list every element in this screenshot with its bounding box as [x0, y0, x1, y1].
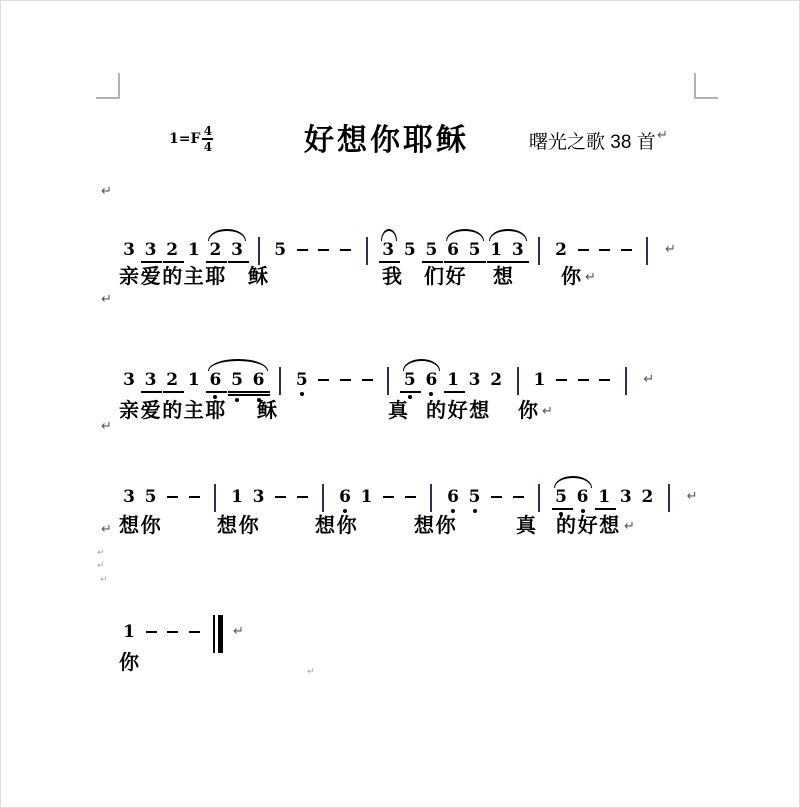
- note-digit: 5: [425, 240, 438, 260]
- note-digit: 2: [209, 240, 222, 260]
- beam-underline: [422, 261, 443, 263]
- final-barline: [218, 615, 223, 653]
- note-digit: 1: [490, 240, 503, 260]
- beam-underline: [552, 508, 573, 510]
- paragraph-return-mark: ↵: [100, 575, 108, 585]
- lyric-text: 亲爱的主耶: [119, 400, 227, 422]
- note-digit: 5: [468, 240, 481, 260]
- note-digit: 2: [166, 240, 179, 260]
- barline: [538, 484, 540, 512]
- note-digit: 3: [231, 240, 243, 260]
- beam-underline: [444, 391, 465, 393]
- song-title: 好想你耶稣: [304, 124, 469, 157]
- lyric-text: 想你: [315, 515, 359, 537]
- time-signature-numerator: 4: [203, 124, 213, 138]
- lyric-text: 想: [493, 266, 515, 288]
- paragraph-return-mark: ↵: [585, 270, 596, 285]
- duration-dash: [491, 496, 502, 498]
- duration-dash: [340, 379, 351, 381]
- lyric-text: 你: [518, 400, 540, 422]
- barline: [646, 237, 648, 265]
- note-digit: 3: [123, 370, 135, 390]
- barline: [517, 367, 519, 395]
- lyric-text: 亲爱的主耶: [119, 266, 227, 288]
- duration-dash: [556, 379, 567, 381]
- beam-underline: [206, 391, 227, 393]
- slur-arc: [446, 229, 484, 241]
- lyric-text: 想你: [414, 515, 458, 537]
- barline: [387, 367, 389, 395]
- beam-underline: [249, 391, 270, 393]
- beam-underline: [228, 261, 249, 263]
- note-digit: 3: [252, 487, 265, 507]
- margin-corner-mark-top-left: [96, 97, 120, 99]
- lyric-text: 你: [561, 266, 583, 288]
- margin-corner-mark-top-right: [694, 73, 696, 99]
- note-digit: 6: [252, 370, 265, 390]
- paragraph-return-mark: ↵: [686, 489, 698, 504]
- slur-arc: [208, 229, 246, 241]
- beam-underline: [141, 261, 162, 263]
- beam-underline: [508, 261, 529, 263]
- octave-dot: [429, 392, 433, 396]
- octave-dot: [343, 509, 347, 513]
- octave-dot: [581, 509, 585, 513]
- duration-dash: [362, 379, 373, 381]
- barline: [366, 237, 368, 265]
- note-digit: 6: [209, 370, 222, 390]
- slur-arc: [554, 476, 592, 488]
- note-digit: 1: [187, 240, 200, 260]
- beam-underline: [400, 391, 421, 393]
- beam-underline: [141, 391, 162, 393]
- duration-dash: [167, 496, 178, 498]
- octave-dot: [451, 509, 455, 513]
- key-signature: [169, 125, 213, 153]
- duration-dash: [340, 249, 351, 251]
- margin-corner-mark-top-right: [694, 97, 718, 99]
- note-digit: 3: [619, 487, 632, 507]
- duration-dash: [621, 249, 632, 251]
- paragraph-return-mark: ↵: [233, 624, 244, 639]
- lyric-line: [1, 399, 800, 425]
- lyric-line: [1, 265, 800, 291]
- duration-dash: [318, 379, 329, 381]
- beam-underline: [487, 261, 508, 263]
- note-digit: 6: [339, 487, 351, 507]
- paragraph-return-mark: ↵: [624, 519, 635, 534]
- songbook-reference: 曙光之歌 38 首: [529, 132, 656, 153]
- slur-arc: [489, 229, 527, 241]
- note-digit: 5: [555, 487, 567, 507]
- beam-underline: [595, 508, 616, 510]
- time-signature: [202, 125, 213, 153]
- beam-underline: [228, 394, 249, 396]
- note-digit: 2: [490, 370, 503, 390]
- lyric-text: 真: [388, 400, 410, 422]
- duration-dash: [297, 496, 308, 498]
- note-digit: 5: [403, 240, 416, 260]
- duration-dash: [513, 496, 524, 498]
- lyric-line: [1, 651, 800, 677]
- paragraph-return-mark: ↵: [101, 419, 112, 434]
- note-digit: 6: [447, 240, 459, 260]
- barline: [430, 484, 432, 512]
- duration-dash: [599, 249, 610, 251]
- note-digit: 5: [231, 370, 243, 390]
- slur-arc: [381, 229, 397, 241]
- paragraph-return-mark: ↵: [665, 242, 676, 257]
- note-digit: 3: [511, 240, 524, 260]
- note-digit: 1: [447, 370, 459, 390]
- lyric-text: 我: [382, 266, 404, 288]
- barline: [668, 484, 670, 512]
- duration-dash: [599, 379, 610, 381]
- note-digit: 3: [144, 370, 157, 390]
- paragraph-return-mark: ↵: [101, 522, 112, 537]
- final-barline: [213, 615, 215, 653]
- beam-underline: [444, 261, 465, 263]
- note-digit: 1: [533, 370, 546, 390]
- beam-underline: [163, 261, 184, 263]
- note-digit: 6: [447, 487, 459, 507]
- beam-underline: [228, 391, 249, 393]
- note-digit: 6: [576, 487, 589, 507]
- barline: [538, 237, 540, 265]
- paragraph-return-mark: ↵: [101, 292, 112, 307]
- duration-dash: [578, 249, 589, 251]
- lyric-line: [1, 514, 800, 540]
- lyric-text: 稣: [257, 400, 279, 422]
- duration-dash: [383, 496, 394, 498]
- note-digit: 3: [144, 240, 157, 260]
- note-digit: 3: [123, 240, 135, 260]
- beam-underline: [379, 261, 400, 263]
- note-digit: 2: [641, 487, 654, 507]
- lyric-text: 想你: [217, 515, 261, 537]
- paragraph-return-mark: ↵: [97, 548, 105, 558]
- barline: [625, 367, 627, 395]
- lyric-text: 的好想: [426, 400, 491, 422]
- lyric-text: 们好: [424, 266, 468, 288]
- lyric-text: 稣: [248, 266, 270, 288]
- duration-dash: [297, 249, 308, 251]
- paragraph-return-mark: ↵: [542, 404, 553, 419]
- note-digit: 5: [403, 370, 416, 390]
- note-digit: 5: [468, 487, 481, 507]
- duration-dash: [405, 496, 416, 498]
- paragraph-return-mark: ↵: [643, 372, 655, 387]
- barline: [279, 367, 281, 395]
- note-digit: 6: [425, 370, 438, 390]
- beam-underline: [465, 261, 486, 263]
- note-digit: 2: [166, 370, 179, 390]
- barline: [214, 484, 216, 512]
- slur-arc: [208, 359, 267, 371]
- note-digit: 3: [468, 370, 481, 390]
- lyric-text: 的好想: [556, 515, 621, 537]
- octave-dot: [300, 392, 304, 396]
- note-digit: 1: [360, 487, 373, 507]
- duration-dash: [189, 631, 200, 633]
- note-digit: 1: [187, 370, 200, 390]
- note-digit: 2: [555, 240, 567, 260]
- note-digit: 1: [598, 487, 611, 507]
- margin-corner-mark-top-left: [118, 73, 120, 99]
- note-digit: 3: [382, 240, 395, 260]
- note-digit: 1: [231, 487, 243, 507]
- note-digit: 5: [295, 370, 308, 390]
- duration-dash: [167, 631, 178, 633]
- paragraph-return-mark: ↵: [307, 667, 315, 677]
- duration-dash: [189, 496, 200, 498]
- beam-underline: [249, 394, 270, 396]
- time-signature-denominator: 4: [203, 140, 213, 154]
- barline: [322, 484, 324, 512]
- note-digit: 3: [123, 487, 135, 507]
- barline: [258, 237, 260, 265]
- beam-underline: [206, 261, 227, 263]
- duration-dash: [318, 249, 329, 251]
- note-digit: 5: [144, 487, 157, 507]
- slur-arc: [403, 359, 441, 371]
- note-digit: 1: [123, 622, 135, 642]
- paragraph-return-mark: ↵: [657, 128, 668, 143]
- beam-underline: [163, 391, 184, 393]
- lyric-text: 真: [516, 515, 538, 537]
- key-signature-text: 1=F: [169, 131, 201, 147]
- paragraph-return-mark: ↵: [101, 184, 112, 199]
- duration-dash: [146, 631, 157, 633]
- duration-dash: [275, 496, 286, 498]
- lyric-text: 想你: [119, 515, 163, 537]
- duration-dash: [578, 379, 589, 381]
- lyric-text: 你: [119, 652, 141, 674]
- octave-dot: [473, 509, 477, 513]
- paragraph-return-mark: ↵: [97, 561, 105, 571]
- note-digit: 5: [274, 240, 287, 260]
